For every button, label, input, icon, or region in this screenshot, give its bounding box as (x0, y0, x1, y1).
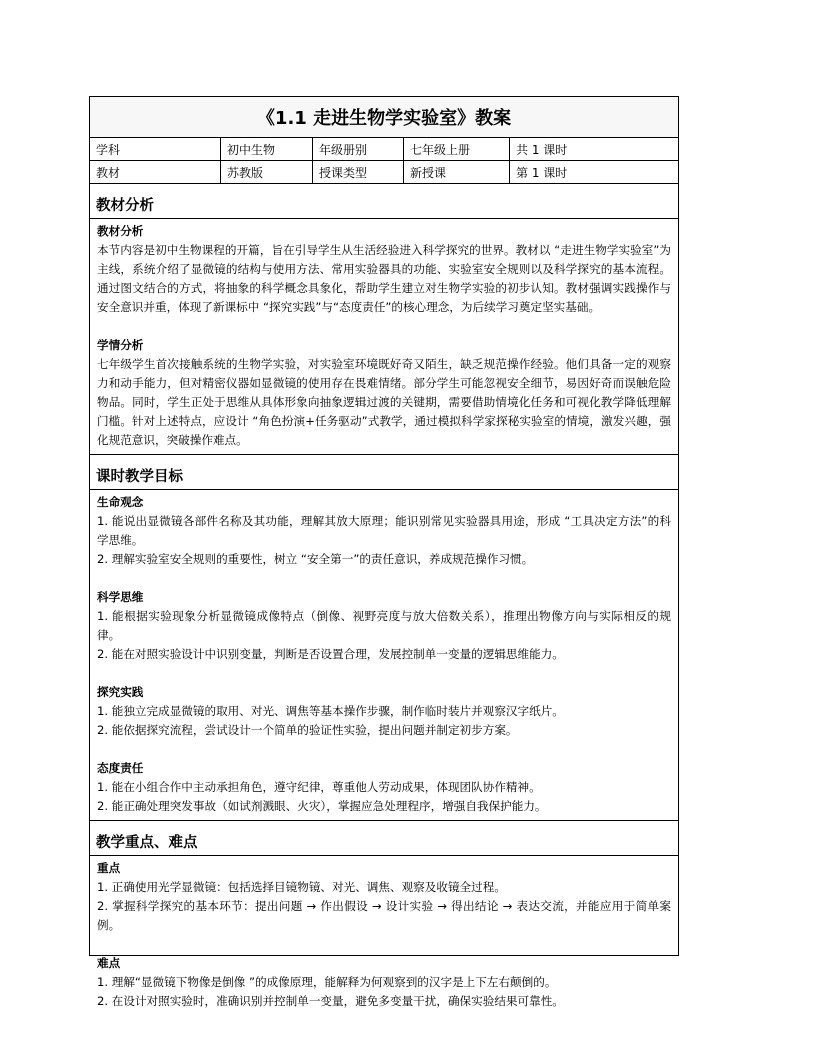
section-heading-key-points: 教学重点、难点 (90, 821, 678, 856)
subheading: 学情分析 (97, 338, 144, 352)
list-item: 1. 理解“显微镜下物像是倒像 ”的成像原理，能解释为何观察到的汉字是上下左右颠倒的。 (97, 975, 557, 989)
meta-row-1 (90, 138, 678, 161)
meta-cell: 共 1 课时 (516, 142, 568, 157)
meta-cell: 苏教版 (221, 161, 313, 183)
list-item: 1. 能根据实验现象分析显微镜成像特点（倒像、视野亮度与放大倍数关系），推理出物像方向与实际相反的规律。 (97, 609, 671, 642)
meta-row-2 (90, 161, 678, 184)
subheading: 科学思维 (97, 590, 144, 604)
list-item: 2. 掌握科学探究的基本环节：提出问题 → 作出假设 → 设计实验 → 得出结论 → 表达交流，并能应用于简单案例。 (97, 899, 671, 932)
subheading: 重点 (97, 861, 121, 875)
list-item: 2. 理解实验室安全规则的重要性，树立 “安全第一”的责任意识，养成规范操作习惯。 (97, 552, 534, 566)
subheading: 探究实践 (97, 685, 144, 699)
list-item: 1. 正确使用光学显微镜：包括选择目镜物镜、对光、调焦、观察及收镜全过程。 (97, 880, 506, 894)
section-body-material (90, 219, 678, 455)
paragraph: 七年级学生首次接触系统的生物学实验，对实验室环境既好奇又陌生，缺乏规范操作经验。他们具备一定的观察力和动手能力，但对精密仪器如显微镜的使用存在畏难情绪。部分学生可能忽视安全细节，易因好奇而误触危险物品。同时，学生正处于思维从具体形象向抽象逻辑过渡的关键期，需要借助情境化任务和可视化教学降低理解门槛。针对上述特点，应设计 “角色扮演+任务驱动”式教学，通过模拟科学家探秘实验室的情境，激发兴趣，强化规范意识，突破操作难点。 (97, 357, 671, 447)
subheading: 生命观念 (97, 495, 144, 509)
section-body-key-points (90, 856, 678, 1015)
section-heading-objectives: 课时教学目标 (90, 455, 678, 490)
lesson-plan-document (89, 96, 679, 1008)
list-item: 1. 能在小组合作中主动承担角色，遵守纪律，尊重他人劳动成果，体现团队协作精神。 (97, 780, 541, 794)
meta-cell: 学科 (90, 138, 221, 160)
subheading: 难点 (97, 956, 121, 970)
list-item: 2. 在设计对照实验时，准确识别并控制单一变量，避免多变量干扰，确保实验结果可靠性。 (97, 994, 564, 1008)
meta-cell: 授课类型 (313, 161, 404, 183)
list-item: 1. 能独立完成显微镜的取用、对光、调焦等基本操作步骤，制作临时装片并观察汉字纸片。 (97, 704, 564, 718)
list-item: 1. 能说出显微镜各部件名称及其功能，理解其放大原理；能识别常见实验器具用途，形成 “工具决定方法”的科学思维。 (97, 514, 671, 547)
section-body-objectives (90, 490, 678, 821)
meta-cell: 教材 (90, 161, 221, 183)
document-title: 《1.1 走进生物学实验室》教案 (90, 97, 678, 138)
meta-cell: 第 1 课时 (516, 165, 568, 180)
subheading: 教材分析 (97, 224, 144, 238)
meta-cell: 七年级上册 (404, 138, 510, 160)
paragraph: 本节内容是初中生物课程的开篇，旨在引导学生从生活经验进入科学探究的世界。教材以 “走进生物学实验室”为主线，系统介绍了显微镜的结构与使用方法、常用实验器具的功能、实验室安全规则以及科学探究的基本流程。通过图文结合的方式，将抽象的科学概念具象化，帮助学生建立对生物学实验的初步认知。教材强调实践操作与安全意识并重，体现了新课标中 “探究实践”与“态度责任”的核心理念，为后续学习奠定坚实基础。 (97, 243, 671, 314)
section-heading-material: 教材分析 (90, 184, 678, 219)
list-item: 2. 能在对照实验设计中识别变量，判断是否设置合理，发展控制单一变量的逻辑思维能力。 (97, 647, 564, 661)
meta-cell: 新授课 (404, 161, 510, 183)
meta-cell: 年级册别 (313, 138, 404, 160)
meta-cell: 初中生物 (221, 138, 313, 160)
subheading: 态度责任 (97, 761, 144, 775)
list-item: 2. 能依据探究流程，尝试设计一个简单的验证性实验，提出问题并制定初步方案。 (97, 723, 518, 737)
list-item: 2. 能正确处理突发事故（如试剂溅眼、火灾），掌握应急处理程序，增强自我保护能力。 (97, 799, 547, 813)
